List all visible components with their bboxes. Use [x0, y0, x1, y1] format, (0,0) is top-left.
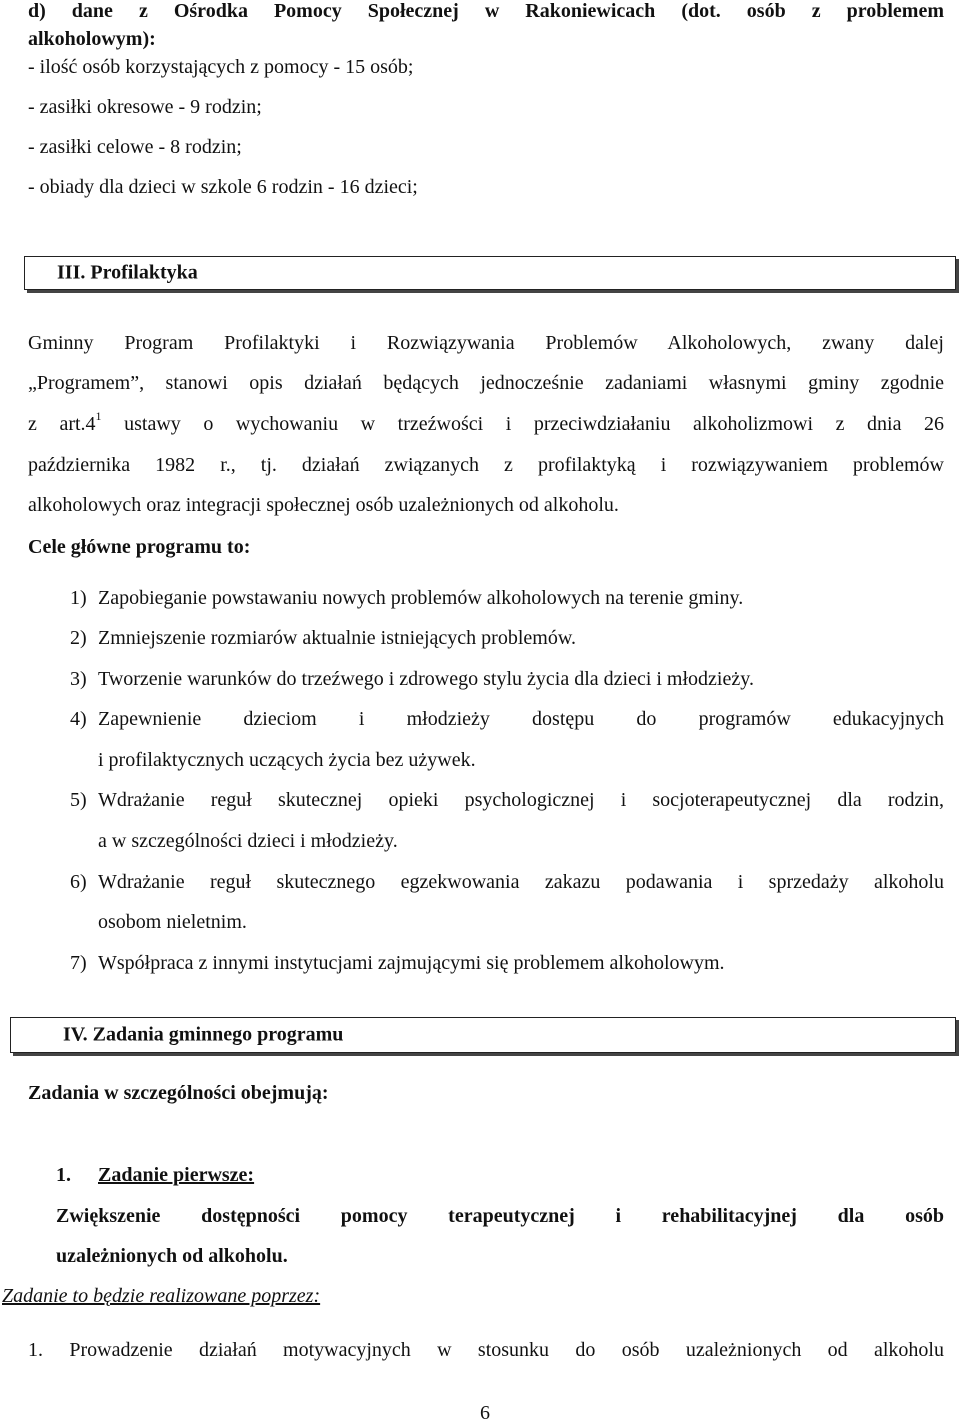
realized-by-label: Zadanie to będzie realizowane poprzez:	[2, 1285, 321, 1307]
task-description-line2: uzależnionych od alkoholu.	[56, 1245, 288, 1267]
section-d-title-line2: alkoholowym):	[28, 28, 156, 50]
section-iii-heading: III. Profilaktyka	[57, 261, 198, 284]
task-number: 1.	[56, 1164, 71, 1186]
paragraph-line-3	[28, 409, 945, 436]
list-item: 1. Prowadzenie działań motywacyjnych w stosunku do osób uzależnionych od alkoholu	[28, 1339, 944, 1361]
paragraph-line: października 1982 r., tj. działań związanych z profilaktyką i rozwiązywaniem problemów	[28, 454, 944, 476]
list-item: - zasiłki celowe - 8 rodzin;	[28, 136, 242, 158]
task-description-line1: Zwiększenie dostępności pomocy terapeutycznej i rehabilitacyjnej dla osób	[56, 1205, 944, 1227]
paragraph-text: ustawy o wychowaniu w trzeźwości i przeciwdziałaniu alkoholizmowi z dnia 26	[124, 413, 945, 435]
page-number: 6	[480, 1402, 490, 1424]
section-iv-heading-box	[10, 1017, 956, 1053]
paragraph-text: z art.4	[28, 413, 96, 435]
paragraph-line: alkoholowych oraz integracji społecznej osób uzależnionych od alkoholu.	[28, 494, 619, 516]
paragraph-line: „Programem”, stanowi opis działań będących jednocześnie zadaniami własnymi gminy zgodnie	[28, 372, 944, 394]
paragraph-line: Gminny Program Profilaktyki i Rozwiązywania Problemów Alkoholowych, zwany dalej	[28, 332, 944, 354]
section-iii-heading-box	[24, 256, 956, 290]
list-item: - ilość osób korzystających z pomocy - 15 osób;	[28, 56, 414, 78]
task-title: Zadanie pierwsze:	[98, 1164, 255, 1186]
section-iv-heading: IV. Zadania gminnego programu	[63, 1023, 344, 1046]
goals-heading: Cele główne programu to:	[28, 536, 251, 558]
list-item: - zasiłki okresowe - 9 rodzin;	[28, 96, 262, 118]
superscript: 1	[95, 409, 102, 423]
section-iv-subheading: Zadania w szczególności obejmują:	[28, 1082, 329, 1104]
section-d-title-line1: d) dane z Ośrodka Pomocy Społecznej w Rakoniewicach (dot. osób z problemem	[28, 0, 944, 22]
list-item: - obiady dla dzieci w szkole 6 rodzin - 16 dzieci;	[28, 176, 418, 198]
